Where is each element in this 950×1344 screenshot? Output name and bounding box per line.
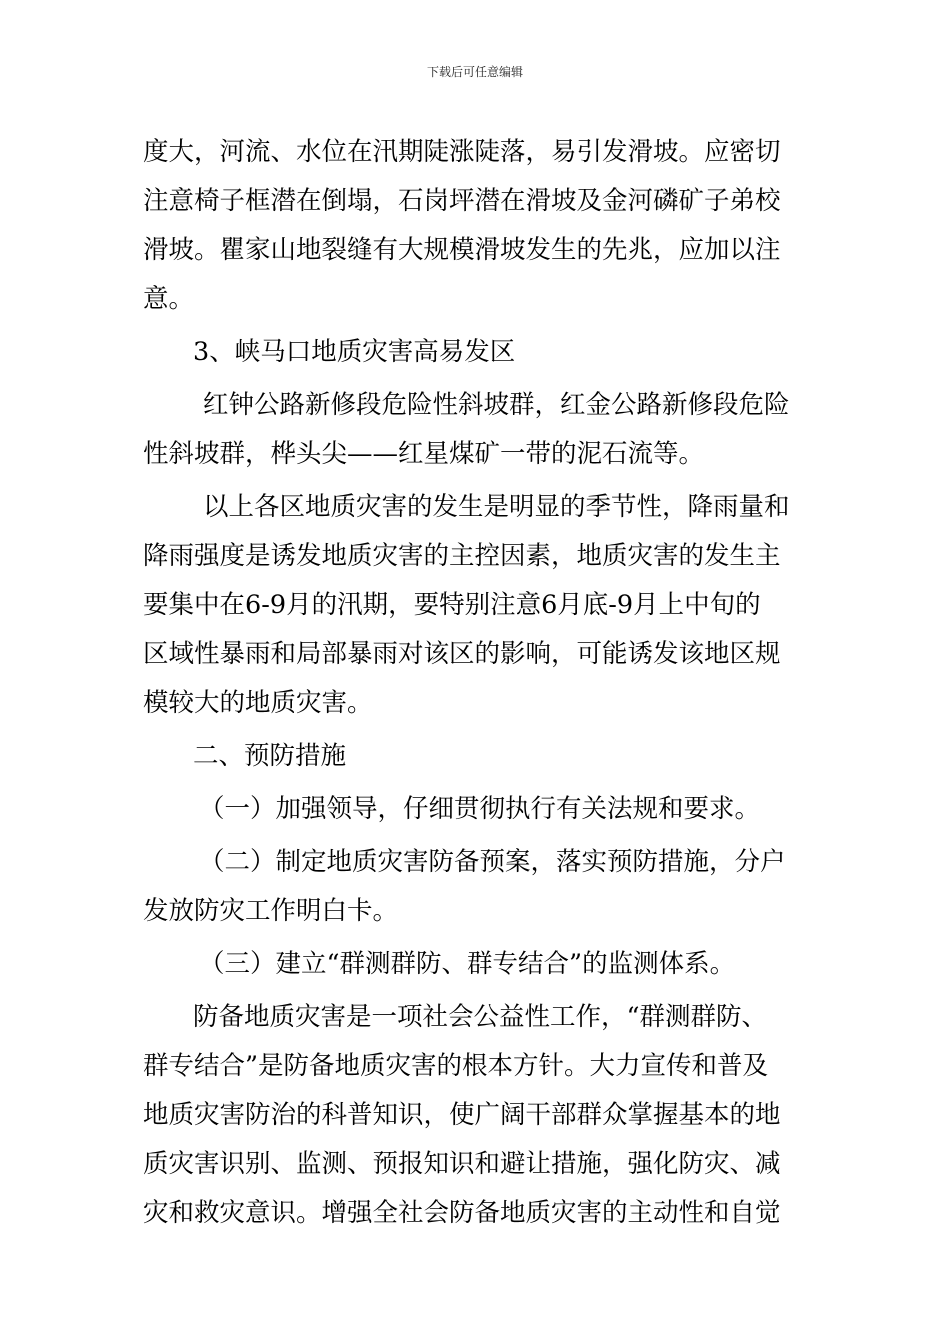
list-item-preparedness-plan bbox=[143, 838, 807, 936]
text-line: 地质灾害防治的科普知识，使广阔干部群众掌握基本的地 bbox=[143, 1100, 781, 1130]
text-line: 以上各区地质灾害的发生是明显的季节性，降雨量和 bbox=[203, 492, 790, 522]
heading-xiamakou-zone: 3、峡马口地质灾害高易发区 bbox=[193, 337, 516, 367]
paragraph-public-welfare bbox=[143, 993, 807, 1238]
text-line: 质灾害识别、监测、预报知识和避让措施，强化防灾、减 bbox=[143, 1149, 781, 1179]
text-line: 区域性暴雨和局部暴雨对该区的影响，可能诱发该地区规 bbox=[143, 639, 781, 669]
text-line: 红钟公路新修段危险性斜坡群，红金公路新修段危险 bbox=[203, 390, 790, 420]
text-line: 意。 bbox=[143, 284, 195, 314]
document-body bbox=[143, 128, 807, 1238]
paragraph-seasonality bbox=[143, 483, 807, 728]
text-line: 群专结合”是防备地质灾害的根本方针。大力宣传和普及 bbox=[143, 1051, 769, 1081]
text-line: （二）制定地质灾害防备预案，落实预防措施，分户 bbox=[199, 847, 786, 877]
list-item-monitoring-system: （三）建立“群测群防、群专结合”的监测体系。 bbox=[199, 949, 736, 979]
section-heading-prevention: 二、预防措施 bbox=[193, 741, 347, 771]
text-line: 性斜坡群，桦头尖——红星煤矿一带的泥石流等。 bbox=[143, 439, 705, 469]
text-line: 模较大的地质灾害。 bbox=[143, 688, 373, 718]
text-line: 要集中在6-9月的汛期，要特别注意6月底-9月上中旬的 bbox=[143, 590, 761, 620]
list-item-leadership: （一）加强领导，仔细贯彻执行有关法规和要求。 bbox=[199, 794, 761, 824]
text-line: 度大，河流、水位在汛期陡涨陡落，易引发滑坡。应密切 bbox=[143, 137, 781, 167]
text-line: 降雨强度是诱发地质灾害的主控因素，地质灾害的发生主 bbox=[143, 541, 781, 571]
page-header: 下载后可任意编辑 bbox=[426, 65, 523, 79]
text-line: 滑坡。瞿家山地裂缝有大规模滑坡发生的先兆，应加以注 bbox=[143, 235, 781, 265]
paragraph-slope-warning bbox=[143, 128, 807, 324]
text-line: 防备地质灾害是一项社会公益性工作，“群测群防、 bbox=[193, 1002, 768, 1032]
paragraph-slope-groups bbox=[143, 381, 807, 479]
text-line: 发放防灾工作明白卡。 bbox=[143, 896, 399, 926]
text-line: 灾和救灾意识。增强全社会防备地质灾害的主动性和自觉 bbox=[143, 1198, 781, 1228]
text-line: 注意椅子框潜在倒塌，石岗坪潜在滑坡及金河磷矿子弟校 bbox=[143, 186, 781, 216]
